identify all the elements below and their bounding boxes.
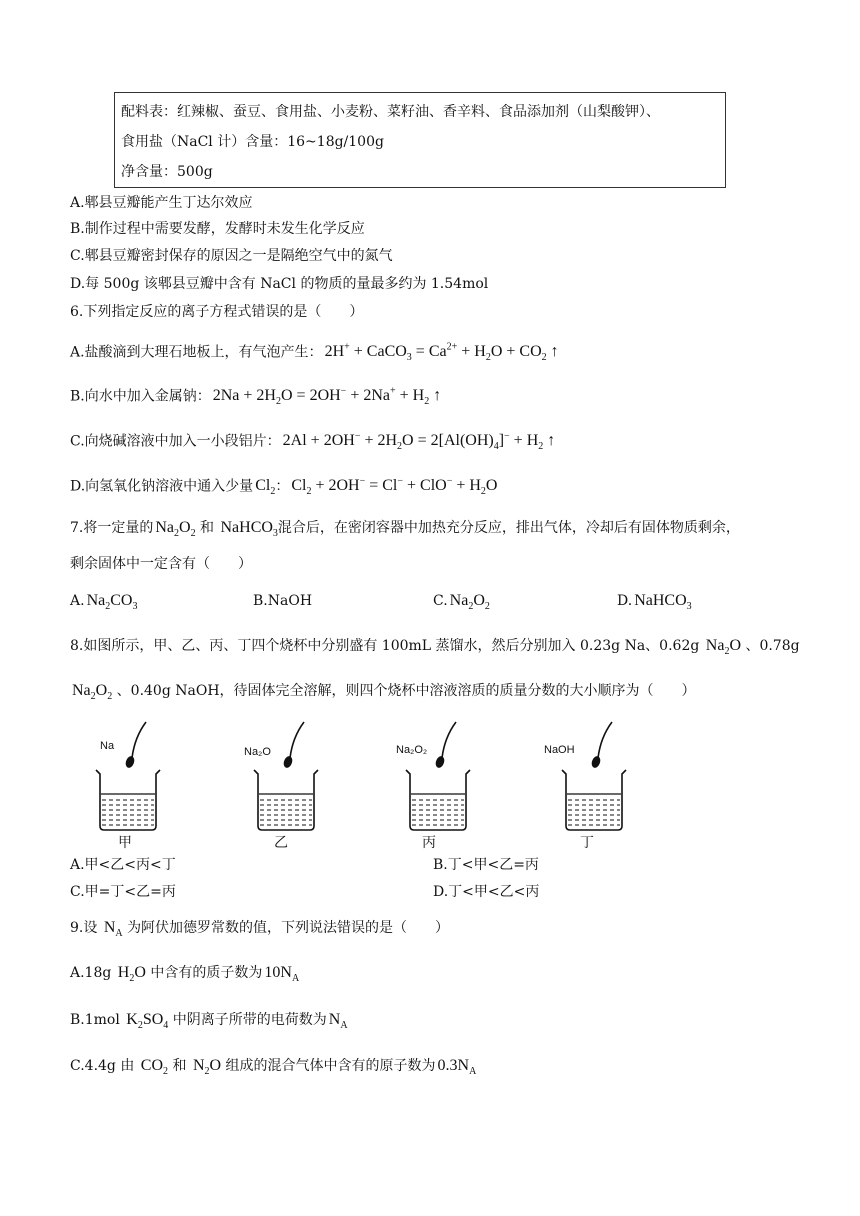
beaker-icon bbox=[74, 714, 194, 834]
salt-content-line: 食用盐（NaCl 计）含量：16~18g/100g bbox=[121, 134, 384, 150]
beaker-name: 乙 bbox=[274, 835, 288, 851]
ingredients-box bbox=[114, 92, 726, 188]
equation-c: $2Al + 2OH^- + 2H_2O = 2[Al(OH)_4]^- + H_2$ ↑ bbox=[282, 431, 556, 453]
q7-option-c bbox=[433, 591, 490, 617]
beaker-bing bbox=[384, 724, 504, 854]
na2o2-formula: $Na_2O_2$ bbox=[449, 592, 490, 613]
q8-option-c: C.甲=丁<乙=丙 bbox=[70, 884, 176, 900]
nahco3-formula: NaHCO$_3$ bbox=[220, 519, 278, 540]
q6-option-d-text: D.向氢氧化钠溶液中通入少量 bbox=[70, 478, 254, 495]
q9-option-c-part1: C.4.4g 由 bbox=[70, 1058, 135, 1074]
q9-stem-b: 为阿伏加德罗常数的值，下列说法错误的是（ ） bbox=[127, 920, 450, 936]
beaker-label: NaOH bbox=[544, 744, 575, 756]
beaker-icon bbox=[540, 714, 660, 834]
q5-option-d: D.每 500g 该郫县豆瓣中含有 NaCl 的物质的量最多约为 1.54mol bbox=[70, 276, 489, 292]
q7-option-d-prefix: D. bbox=[617, 593, 633, 609]
q6-option-a bbox=[70, 338, 559, 369]
q9-option-c-part2: 和 bbox=[172, 1058, 187, 1074]
na2co3-formula: $Na_2CO_3$ bbox=[86, 592, 138, 613]
q9-stem-a: 9.设 bbox=[70, 920, 98, 936]
beaker-label: Na₂O bbox=[244, 746, 271, 758]
q8-stem bbox=[70, 636, 800, 662]
q7-option-a-prefix: A. bbox=[70, 593, 85, 609]
q7-stem-b: 和 bbox=[200, 520, 215, 536]
q9-stem bbox=[70, 918, 449, 944]
q7-stem-a: 7.将一定量的 bbox=[70, 520, 154, 536]
q6-option-a-text: A.盐酸滴到大理石地板上，有气泡产生： bbox=[70, 344, 323, 361]
q8-stem-a: 8.如图所示，甲、乙、丙、丁四个烧杯中分别盛有 100mL 蒸馏水，然后分别加入 0.23g Na、0.62g bbox=[70, 638, 700, 654]
q9-option-a-part2: 中含有的质子数为 bbox=[150, 965, 263, 981]
h2o-formula: $H_2O$ bbox=[117, 964, 146, 985]
beaker-name: 甲 bbox=[118, 835, 132, 851]
na2o2-formula: $Na_2O_2$ bbox=[155, 519, 196, 540]
q9-option-b-part2: 中阴离子所带的电荷数为 bbox=[172, 1012, 327, 1028]
q8-option-d: D.丁<甲<乙<丙 bbox=[433, 884, 540, 900]
k2so4-formula: $K_2SO_4$ bbox=[126, 1011, 169, 1032]
q8-stem-line2 bbox=[70, 681, 696, 707]
cl2-formula: $Cl_2$ bbox=[255, 477, 276, 498]
q6-option-b-text: B.向水中加入金属钠： bbox=[70, 388, 211, 405]
q7-stem-line2: 剩余固体中一定含有（ ） bbox=[70, 556, 252, 572]
na-formula: $N_A$ bbox=[103, 919, 123, 940]
q8-stem-b: 、0.78g bbox=[745, 638, 800, 654]
beaker-name: 丁 bbox=[580, 835, 594, 851]
beaker-jia bbox=[74, 714, 194, 851]
q6-stem: 6.下列指定反应的离子方程式错误的是（ ） bbox=[70, 304, 364, 320]
q9-option-a-part1: A.18g bbox=[70, 965, 112, 981]
beaker-yi bbox=[232, 724, 352, 854]
q6-option-c-text: C.向烧碱溶液中加入一小段铝片： bbox=[70, 433, 281, 450]
q9-option-c bbox=[70, 1056, 476, 1082]
point-three-na-formula: $0.3N_A$ bbox=[437, 1057, 477, 1078]
q9-option-b bbox=[70, 1010, 348, 1036]
equation-a: 2H+ + CaCO$_3$ = $Ca^{2+} + H_2O + CO_2$ ↑ bbox=[324, 342, 559, 364]
nahco3-formula: NaHCO$_3$ bbox=[634, 592, 692, 613]
na2o-formula: $Na_2O$ bbox=[705, 637, 741, 658]
equation-b: $2Na + 2H_2O = 2OH^- + 2Na^+ + H_2$ ↑ bbox=[212, 386, 442, 408]
net-content-line: 净含量：500g bbox=[121, 164, 213, 180]
q7-option-c-prefix: C. bbox=[433, 593, 448, 609]
q7-option-b: B.NaOH bbox=[253, 593, 313, 609]
na2o2-formula: $Na_2O_2$ bbox=[72, 682, 113, 703]
na-formula: $N_A$ bbox=[328, 1011, 348, 1032]
ten-na-formula: $10N_A$ bbox=[264, 964, 300, 985]
beaker-name: 丙 bbox=[422, 835, 436, 851]
q6-option-c bbox=[70, 427, 555, 458]
q8-stem2: 、0.40g NaOH，待固体完全溶解，则四个烧杯中溶液溶质的质量分数的大小顺序为（ ） bbox=[116, 683, 696, 699]
q6-option-d bbox=[70, 472, 497, 503]
q7-option-a bbox=[70, 591, 137, 617]
beaker-label: Na bbox=[100, 740, 115, 752]
beaker-label: Na₂O₂ bbox=[396, 744, 428, 756]
q9-option-b-part1: B.1mol bbox=[70, 1012, 120, 1028]
n2o-formula: $N_2O$ bbox=[192, 1057, 222, 1078]
beaker-icon bbox=[232, 714, 352, 834]
q5-option-c: C.郫县豆瓣密封保存的原因之一是隔绝空气中的氮气 bbox=[70, 248, 393, 264]
q9-option-c-part3: 组成的混合气体中含有的原子数为 bbox=[225, 1058, 436, 1074]
q9-option-a bbox=[70, 963, 299, 989]
q7-option-d bbox=[617, 591, 692, 617]
q7-stem bbox=[70, 518, 740, 544]
q6-option-b bbox=[70, 382, 441, 413]
co2-formula: $CO_2$ bbox=[140, 1057, 169, 1078]
beaker-ding bbox=[540, 724, 660, 854]
beaker-icon bbox=[384, 714, 504, 834]
q6-option-d-colon: ： bbox=[275, 478, 290, 495]
ingredients-line: 配料表：红辣椒、蚕豆、食用盐、小麦粉、菜籽油、香辛料、食品添加剂（山梨酸钾）、 bbox=[121, 104, 660, 120]
q5-option-a: A.郫县豆瓣能产生丁达尔效应 bbox=[70, 195, 253, 211]
q8-option-a: A.甲<乙<丙<丁 bbox=[70, 857, 176, 873]
equation-d: $Cl_2 + 2OH^- = Cl^- + ClO^- + H_2O$ bbox=[291, 476, 498, 498]
q5-option-b: B.制作过程中需要发酵，发酵时未发生化学反应 bbox=[70, 221, 365, 237]
q7-stem-c: 混合后，在密闭容器中加热充分反应，排出气体，冷却后有固体物质剩余， bbox=[277, 520, 740, 536]
q8-option-b: B.丁<甲<乙=丙 bbox=[433, 857, 539, 873]
